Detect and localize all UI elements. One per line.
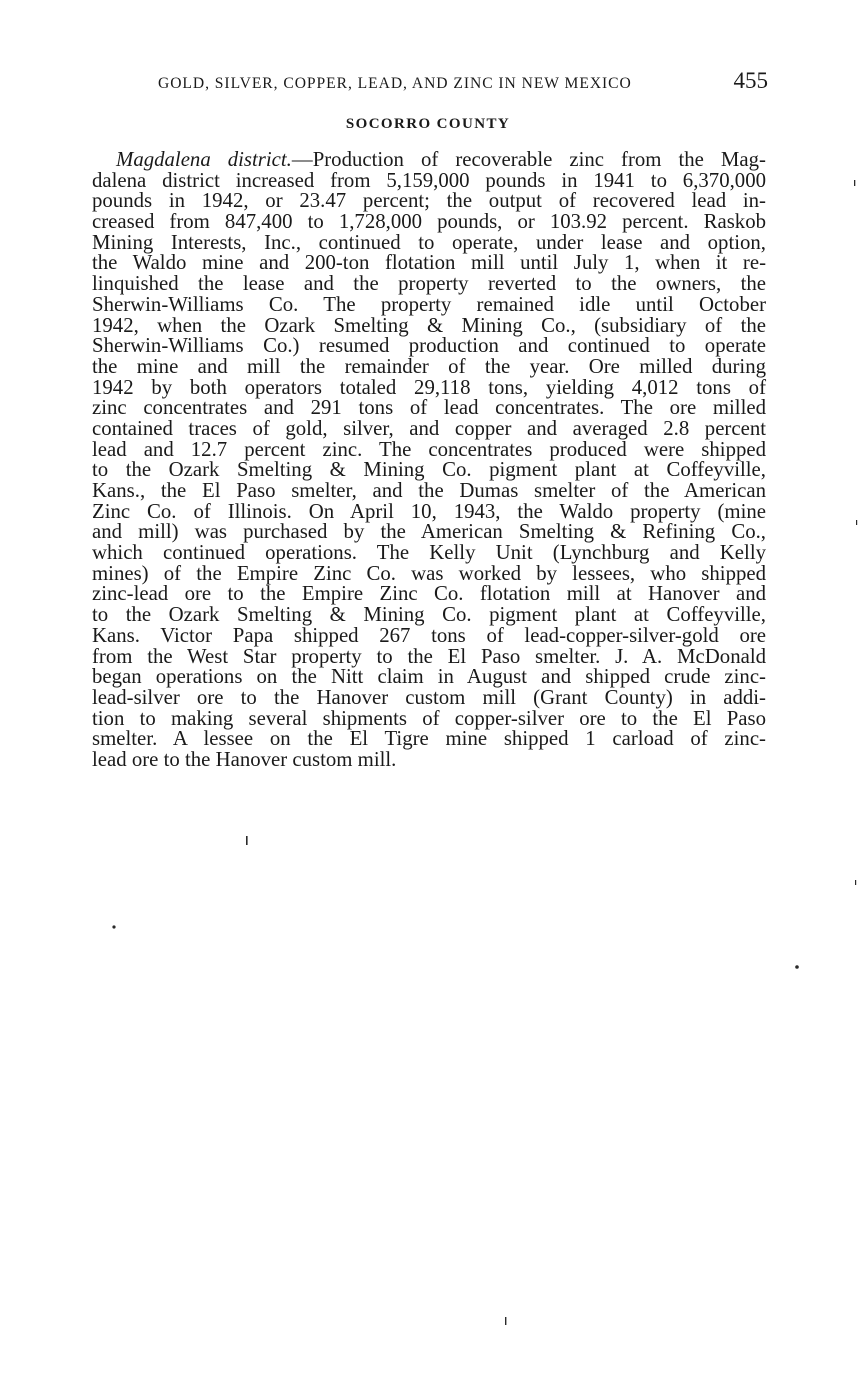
paragraph-line: to the Ozark Smelting & Mining Co. pigment plant at Coffeyville, (92, 458, 766, 482)
paragraph-line: which continued operations. The Kelly Unit (Lynchburg and Kelly (92, 541, 766, 565)
paragraph-line: Sherwin-Williams Co.) resumed production and continued to operate (92, 334, 766, 358)
paragraph-line: Mining Interests, Inc., continued to operate, under lease and option, (92, 230, 766, 254)
paragraph-line: creased from 847,400 to 1,728,000 pounds, or 103.92 percent. Raskob (92, 210, 766, 234)
paragraph-line: the mine and mill the remainder of the year. Ore milled during (92, 354, 766, 378)
scan-speck (856, 520, 857, 525)
paragraph-line: smelter. A lessee on the El Tigre mine shipped 1 carload of zinc- (92, 727, 766, 751)
scan-speck (246, 836, 248, 845)
paragraph-line: from the West Star property to the El Paso smelter. J. A. McDonald (92, 644, 766, 668)
paragraph-line: contained traces of gold, silver, and copper and averaged 2.8 percent (92, 416, 766, 440)
scan-speck (855, 880, 856, 885)
scan-speck (505, 1317, 506, 1325)
paragraph-line: Kans. Victor Papa shipped 267 tons of lead-copper-silver-gold ore (92, 623, 766, 647)
paragraph-lead-in: Magdalena district. (116, 148, 292, 171)
paragraph-line: linquished the lease and the property reverted to the owners, the (92, 272, 766, 296)
scan-speck (112, 925, 115, 928)
scan-speck (795, 965, 799, 969)
paragraph-last-line: lead ore to the Hanover custom mill. (92, 747, 397, 771)
paragraph-line: Sherwin-Williams Co. The property remained idle until October (92, 292, 766, 316)
paragraph-line: 1942 by both operators totaled 29,118 tons, yielding 4,012 tons of (92, 375, 766, 399)
paragraph-line: and mill) was purchased by the American Smelting & Refining Co., (92, 520, 766, 544)
paragraph-line: the Waldo mine and 200-ton flotation mill until July 1, when it re- (92, 251, 766, 275)
scan-speck (854, 180, 855, 186)
paragraph-line: zinc concentrates and 291 tons of lead concentrates. The ore milled (92, 396, 766, 420)
paragraph-line: mines) of the Empire Zinc Co. was worked by lessees, who shipped (92, 561, 766, 585)
paragraph-line: zinc-lead ore to the Empire Zinc Co. flotation mill at Hanover and (92, 582, 766, 606)
paragraph-line: lead-silver ore to the Hanover custom mill (Grant County) in addi- (92, 685, 766, 709)
paragraph-line: Zinc Co. of Illinois. On April 10, 1943, the Waldo property (mine (92, 499, 766, 523)
page-number: 455 (733, 68, 768, 93)
paragraph-line: dalena district increased from 5,159,000 pounds in 1941 to 6,370,000 (92, 168, 766, 192)
paragraph-line: pounds in 1942, or 23.47 percent; the output of recovered lead in- (92, 189, 766, 213)
paragraph-first-line-text: —Production of recoverable zinc from the Mag- (291, 148, 766, 171)
paragraph-line: 1942, when the Ozark Smelting & Mining Co., (subsidiary of the (92, 313, 766, 337)
paragraph-line: tion to making several shipments of copper-silver ore to the El Paso (92, 706, 766, 730)
paragraph-line: lead and 12.7 percent zinc. The concentrates produced were shipped (92, 437, 766, 461)
running-title: GOLD, SILVER, COPPER, LEAD, AND ZINC IN NEW MEXICO (158, 75, 632, 92)
paragraph-line: to the Ozark Smelting & Mining Co. pigment plant at Coffeyville, (92, 603, 766, 627)
paragraph-line: began operations on the Nitt claim in August and shipped crude zinc- (92, 665, 766, 689)
paragraph-line: Kans., the El Paso smelter, and the Dumas smelter of the American (92, 479, 766, 502)
section-heading: SOCORRO COUNTY (345, 116, 511, 132)
